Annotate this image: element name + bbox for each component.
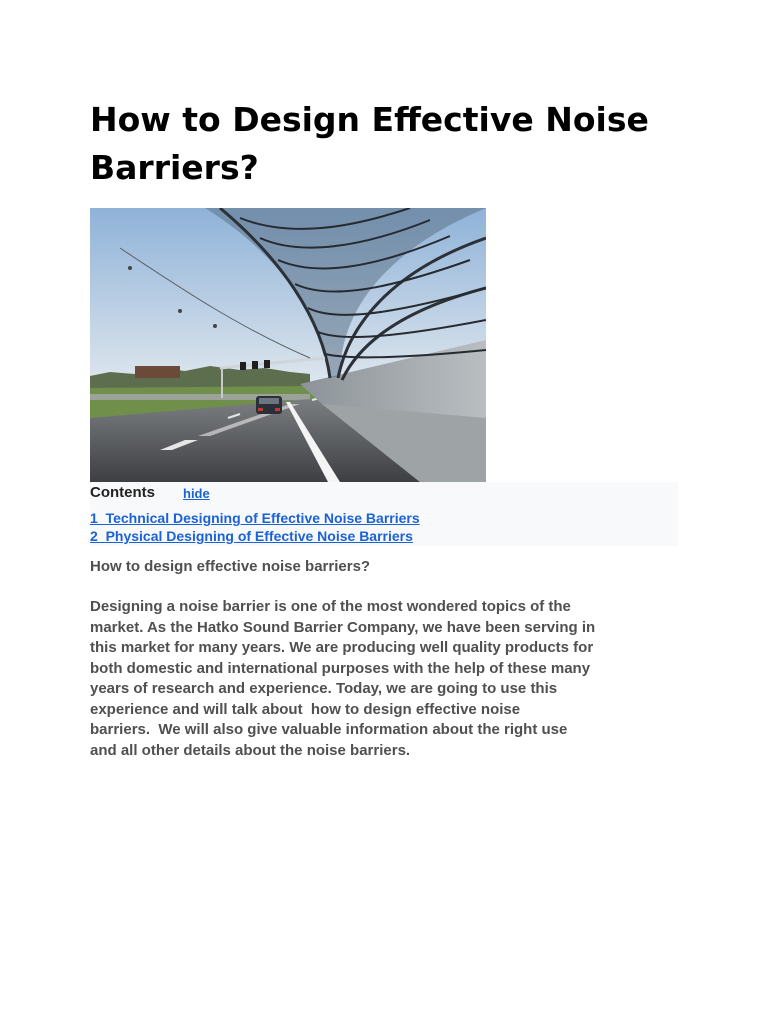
toc-item-technical-designing[interactable]: 1 Technical Designing of Effective Noise Barriers bbox=[90, 510, 420, 526]
body-paragraph bbox=[90, 597, 690, 761]
toc-hide-link[interactable]: hide bbox=[183, 486, 210, 501]
paragraph-line: both domestic and international purposes with the help of these many bbox=[90, 659, 591, 677]
paragraph-line: and all other details about the noise barriers. bbox=[90, 741, 411, 759]
toc-title: Contents bbox=[90, 484, 155, 501]
paragraph-line: years of research and experience. Today, we are going to use this bbox=[90, 680, 558, 697]
intro-question: How to design effective noise barriers? bbox=[90, 558, 371, 575]
table-of-contents bbox=[90, 482, 678, 546]
paragraph-line: Designing a noise barrier is one of the most wondered topics of the bbox=[90, 598, 571, 615]
page-title: How to Design Effective Noise Barriers? bbox=[90, 100, 649, 187]
paragraph-line: barriers. We will also give valuable information about the right use bbox=[90, 721, 568, 738]
paragraph-line: this market for many years. We are producing well quality products for bbox=[90, 639, 594, 656]
noise-barrier-photo bbox=[90, 208, 486, 482]
paragraph-line: experience and will talk about how to design effective noise bbox=[90, 700, 521, 718]
paragraph-line: market. As the Hatko Sound Barrier Company, we have been serving in bbox=[90, 618, 596, 636]
toc-item-physical-designing[interactable]: 2 Physical Designing of Effective Noise Barriers bbox=[90, 528, 413, 544]
